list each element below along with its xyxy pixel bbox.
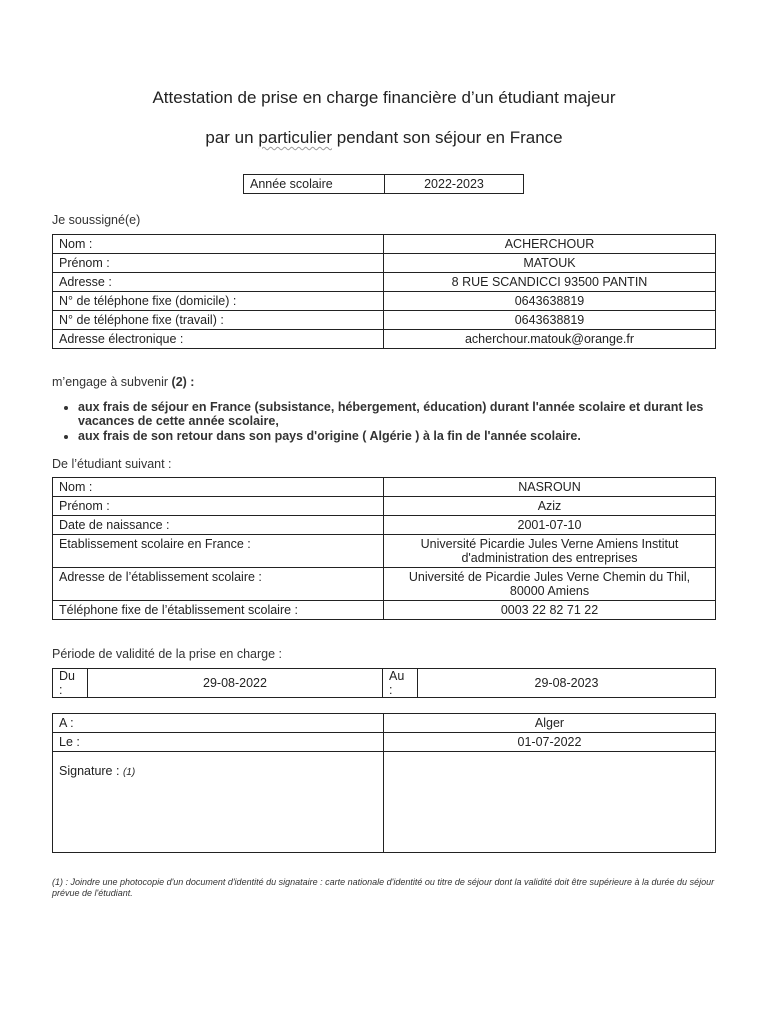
place-value: Alger: [384, 714, 716, 733]
list-item: • aux frais de séjour en France (subsistance, hébergement, éducation) durant l'année scolaire et durant les vacances de cette année scolaire,: [78, 400, 718, 428]
table-row: [53, 273, 716, 292]
table-row: [53, 752, 716, 853]
field-key: Adresse électronique :: [53, 330, 384, 349]
signature-box: [384, 752, 716, 853]
table-row: [53, 516, 716, 535]
field-value: NASROUN: [384, 478, 716, 497]
period-to-value: 29-08-2023: [418, 669, 716, 698]
place-label: A :: [53, 714, 384, 733]
field-value: Université de Picardie Jules Verne Chemin du Thil, 80000 Amiens: [384, 568, 716, 601]
field-key: Date de naissance :: [53, 516, 384, 535]
period-to-label: Au :: [383, 669, 418, 698]
document-title-line-2: [0, 128, 768, 148]
title-part: pendant son séjour en France: [332, 128, 563, 147]
date-value: 01-07-2022: [384, 733, 716, 752]
field-value: 0643638819: [384, 292, 716, 311]
table-row: [53, 733, 716, 752]
signature-label: [53, 752, 384, 853]
field-key: Nom :: [53, 235, 384, 254]
commit-note: (2) :: [171, 375, 195, 389]
table-row: [53, 497, 716, 516]
guarantor-table: [52, 234, 716, 349]
signature-table: [52, 713, 716, 853]
table-row: [53, 714, 716, 733]
student-label: De l’étudiant suivant :: [52, 457, 172, 471]
field-value: 0643638819: [384, 311, 716, 330]
field-value: MATOUK: [384, 254, 716, 273]
field-value: ACHERCHOUR: [384, 235, 716, 254]
table-row: [53, 601, 716, 620]
field-key: Téléphone fixe de l’établissement scolaire :: [53, 601, 384, 620]
field-value: 8 RUE SCANDICCI 93500 PANTIN: [384, 273, 716, 292]
table-row: [53, 330, 716, 349]
period-label: Période de validité de la prise en charge :: [52, 647, 283, 661]
school-year-table: [243, 174, 524, 194]
field-value: Aziz: [384, 497, 716, 516]
document-title-line-1: Attestation de prise en charge financière d’un étudiant majeur: [152, 88, 616, 107]
signature-note: (1): [122, 767, 136, 778]
list-item: • aux frais de son retour dans son pays d'origine ( Algérie ) à la fin de l'année scolaire.: [78, 429, 718, 443]
table-row: [53, 235, 716, 254]
period-table: [52, 668, 716, 698]
commit-text: m’engage à subvenir: [52, 375, 172, 389]
school-year-label: Année scolaire: [244, 175, 385, 194]
field-key: Etablissement scolaire en France :: [53, 535, 384, 568]
table-row: [53, 478, 716, 497]
field-key: N° de téléphone fixe (domicile) :: [53, 292, 384, 311]
table-row: [53, 254, 716, 273]
footnote: (1) : Joindre une photocopie d'un document d'identité du signataire : carte nationale d'identité ou titre de séjour dont la validité doit être supérieure à la durée du séjour prévue de l'étudiant.: [52, 877, 715, 898]
commit-label: [52, 375, 194, 389]
field-key: Adresse :: [53, 273, 384, 292]
title-part: par un: [205, 128, 259, 147]
signature-text: Signature :: [59, 764, 123, 778]
table-row: [53, 311, 716, 330]
spellcheck-word: particulier: [258, 128, 333, 147]
field-key: Prénom :: [53, 497, 384, 516]
field-value: acherchour.matouk@orange.fr: [384, 330, 716, 349]
undersigned-label: Je soussigné(e): [52, 213, 141, 227]
student-table: [52, 477, 716, 620]
field-value: Université Picardie Jules Verne Amiens Institut d'administration des entreprises: [384, 535, 716, 568]
table-row: [53, 292, 716, 311]
field-key: Nom :: [53, 478, 384, 497]
field-key: Prénom :: [53, 254, 384, 273]
date-label: Le :: [53, 733, 384, 752]
table-row: [53, 669, 716, 698]
field-value: 0003 22 82 71 22: [384, 601, 716, 620]
table-row: [53, 535, 716, 568]
field-key: N° de téléphone fixe (travail) :: [53, 311, 384, 330]
school-year-value: 2022-2023: [385, 175, 524, 194]
table-row: [53, 568, 716, 601]
field-value: 2001-07-10: [384, 516, 716, 535]
field-key: Adresse de l’établissement scolaire :: [53, 568, 384, 601]
commitment-list: [60, 400, 718, 444]
period-from-label: Du :: [53, 669, 88, 698]
period-from-value: 29-08-2022: [88, 669, 383, 698]
table-row: [244, 175, 524, 194]
